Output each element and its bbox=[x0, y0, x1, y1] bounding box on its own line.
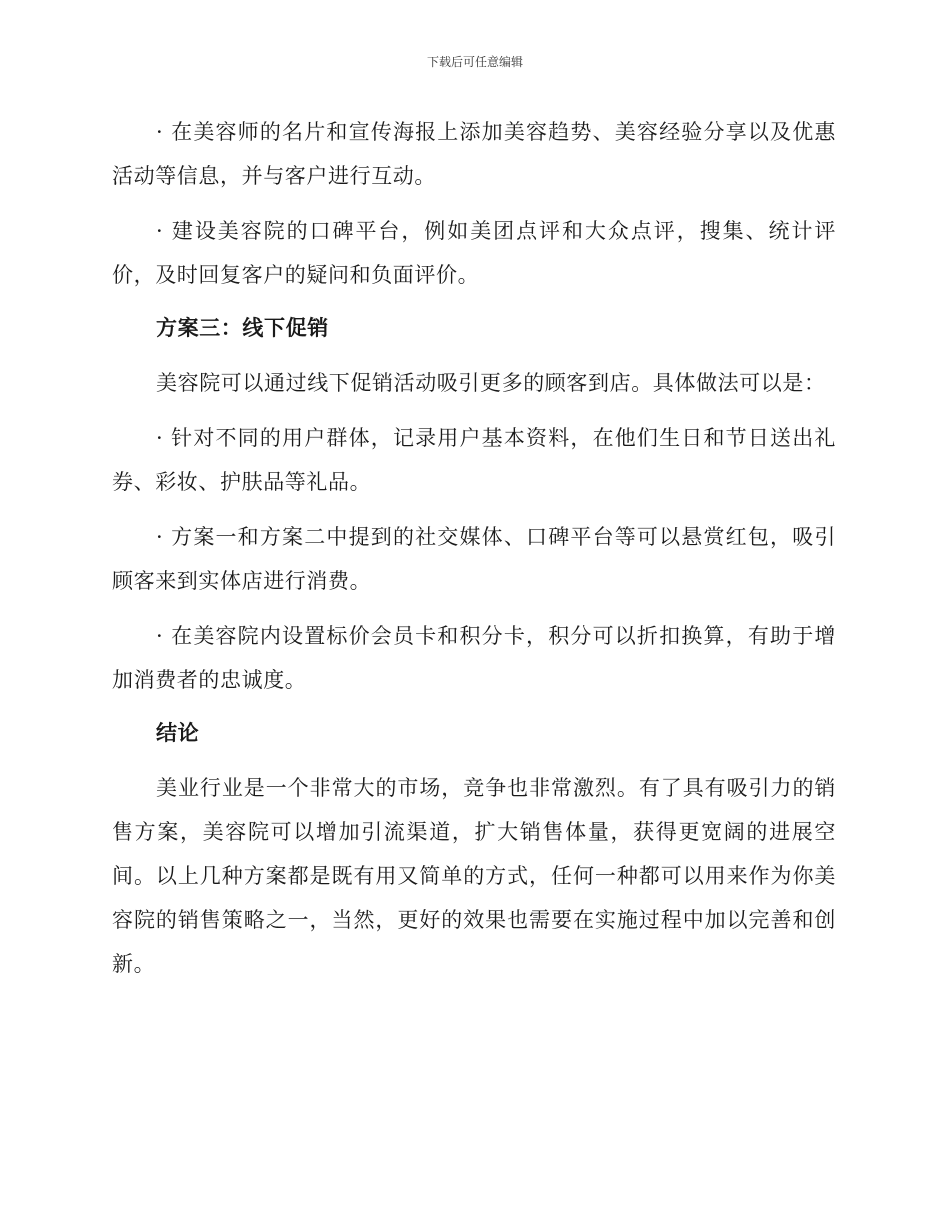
section-heading-conclusion: 结论 bbox=[156, 721, 200, 745]
document-body bbox=[112, 110, 836, 986]
bullet-paragraph-3: · 针对不同的用户群体，记录用户基本资料，在他们生日和节日送出礼券、彩妆、护肤品等礼品。 bbox=[112, 426, 836, 494]
section-heading-plan-3: 方案三：线下促销 bbox=[156, 316, 329, 340]
bullet-paragraph-4: · 方案一和方案二中提到的社交媒体、口碑平台等可以悬赏红包，吸引顾客来到实体店进行消费。 bbox=[112, 525, 836, 593]
bullet-paragraph-1: · 在美容师的名片和宣传海报上添加美容趋势、美容经验分享以及优惠活动等信息，并与客户进行互动。 bbox=[112, 120, 836, 188]
conclusion-paragraph: 美业行业是一个非常大的市场，竞争也非常激烈。有了具有吸引力的销售方案，美容院可以增加引流渠道，扩大销售体量，获得更宽阔的进展空间。以上几种方案都是既有用又简单的方式，任何一种都可以用来作为你美容院的销售策略之一，当然，更好的效果也需要在实施过程中加以完善和创新。 bbox=[112, 776, 836, 976]
page-header: 下载后可任意编辑 bbox=[426, 55, 523, 69]
plan-3-intro-paragraph: 美容院可以通过线下促销活动吸引更多的顾客到店。具体做法可以是： bbox=[156, 371, 826, 395]
bullet-paragraph-2: · 建设美容院的口碑平台，例如美团点评和大众点评，搜集、统计评价，及时回复客户的疑问和负面评价。 bbox=[112, 219, 836, 287]
bullet-paragraph-5: · 在美容院内设置标价会员卡和积分卡，积分可以折扣换算，有助于增加消费者的忠诚度。 bbox=[112, 624, 836, 692]
